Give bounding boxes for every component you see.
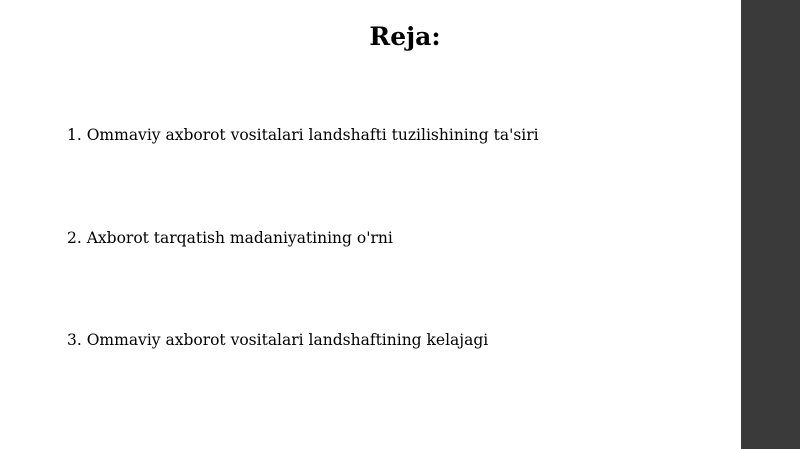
side-panel: [741, 0, 800, 449]
plan-item-3: 3. Ommaviy axborot vositalari landshaftining kelajagi: [67, 331, 489, 349]
plan-item-2: 2. Axborot tarqatish madaniyatining o'rni: [67, 229, 393, 247]
slide-title: Reja:: [369, 22, 441, 51]
plan-item-1: 1. Ommaviy axborot vositalari landshafti tuzilishining ta'siri: [67, 126, 539, 144]
